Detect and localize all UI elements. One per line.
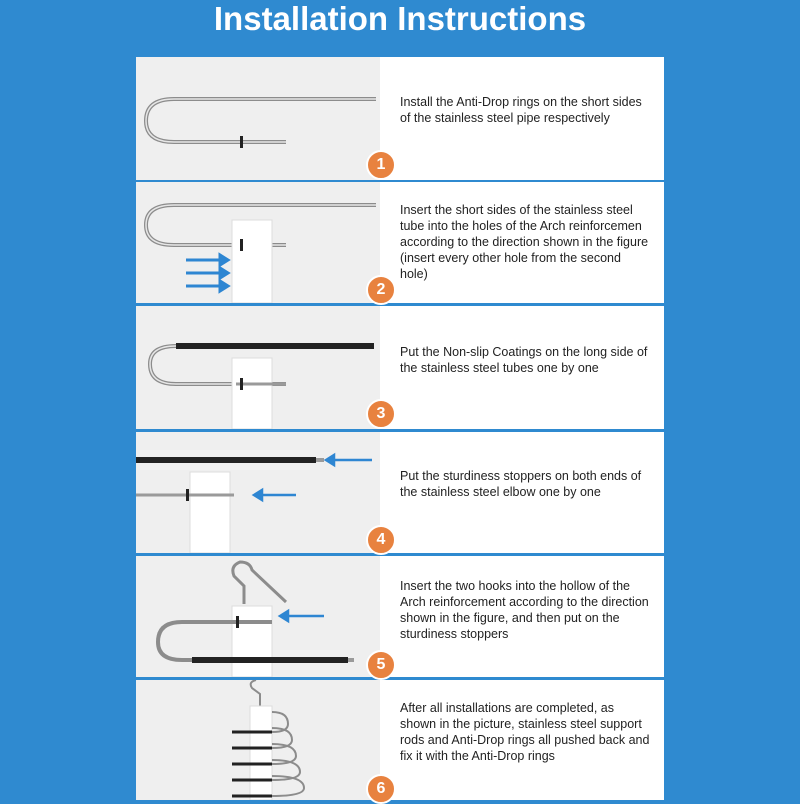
step-5-number-badge: 5	[366, 650, 396, 680]
step-5-text-area	[380, 556, 664, 677]
step-5-panel	[136, 556, 664, 677]
step-6-text-area	[380, 680, 664, 800]
step-1-number-badge: 1	[366, 150, 396, 180]
step-3-text-area	[380, 306, 664, 429]
step-4-number-badge: 4	[366, 525, 396, 555]
step-2-instruction: Insert the short sides of the stainless steel tube into the holes of the Arch reinforcemen according to the direction shown in the figure (insert every other hole from the second hole)	[400, 203, 649, 281]
step-6-instruction: After all installations are completed, as shown in the picture, stainless steel support rods and Anti-Drop rings all pushed back and fix it with the Anti-Drop rings	[400, 701, 650, 763]
step-1-text-area	[380, 57, 664, 180]
step-1-illustration	[136, 57, 380, 180]
step-5-illustration	[136, 556, 380, 677]
step-5-instruction: Insert the two hooks into the hollow of the Arch reinforcement according to the direction shown in the figure, and then put on the sturdiness stoppers	[400, 579, 649, 641]
step-2-number-badge: 2	[366, 275, 396, 305]
step-4-panel	[136, 432, 664, 553]
step-1-panel	[136, 57, 664, 180]
step-4-text-area	[380, 432, 664, 553]
step-3-number-badge: 3	[366, 399, 396, 429]
step-2-panel	[136, 182, 664, 303]
step-6-illustration	[136, 680, 380, 800]
step-6-number-badge: 6	[366, 774, 396, 804]
step-2-illustration	[136, 182, 380, 303]
page-title: Installation Instructions	[213, 0, 587, 37]
step-4-illustration	[136, 432, 380, 553]
step-6-panel	[136, 680, 664, 800]
step-4-instruction: Put the sturdiness stoppers on both ends of the stainless steel elbow one by one	[400, 469, 642, 499]
step-1-instruction: Install the Anti-Drop rings on the short sides of the stainless steel pipe respectively	[400, 95, 642, 125]
step-3-illustration	[136, 306, 380, 429]
step-3-panel	[136, 306, 664, 429]
step-2-text-area	[380, 182, 664, 303]
step-3-instruction: Put the Non-slip Coatings on the long side of the stainless steel tubes one by one	[400, 345, 648, 375]
